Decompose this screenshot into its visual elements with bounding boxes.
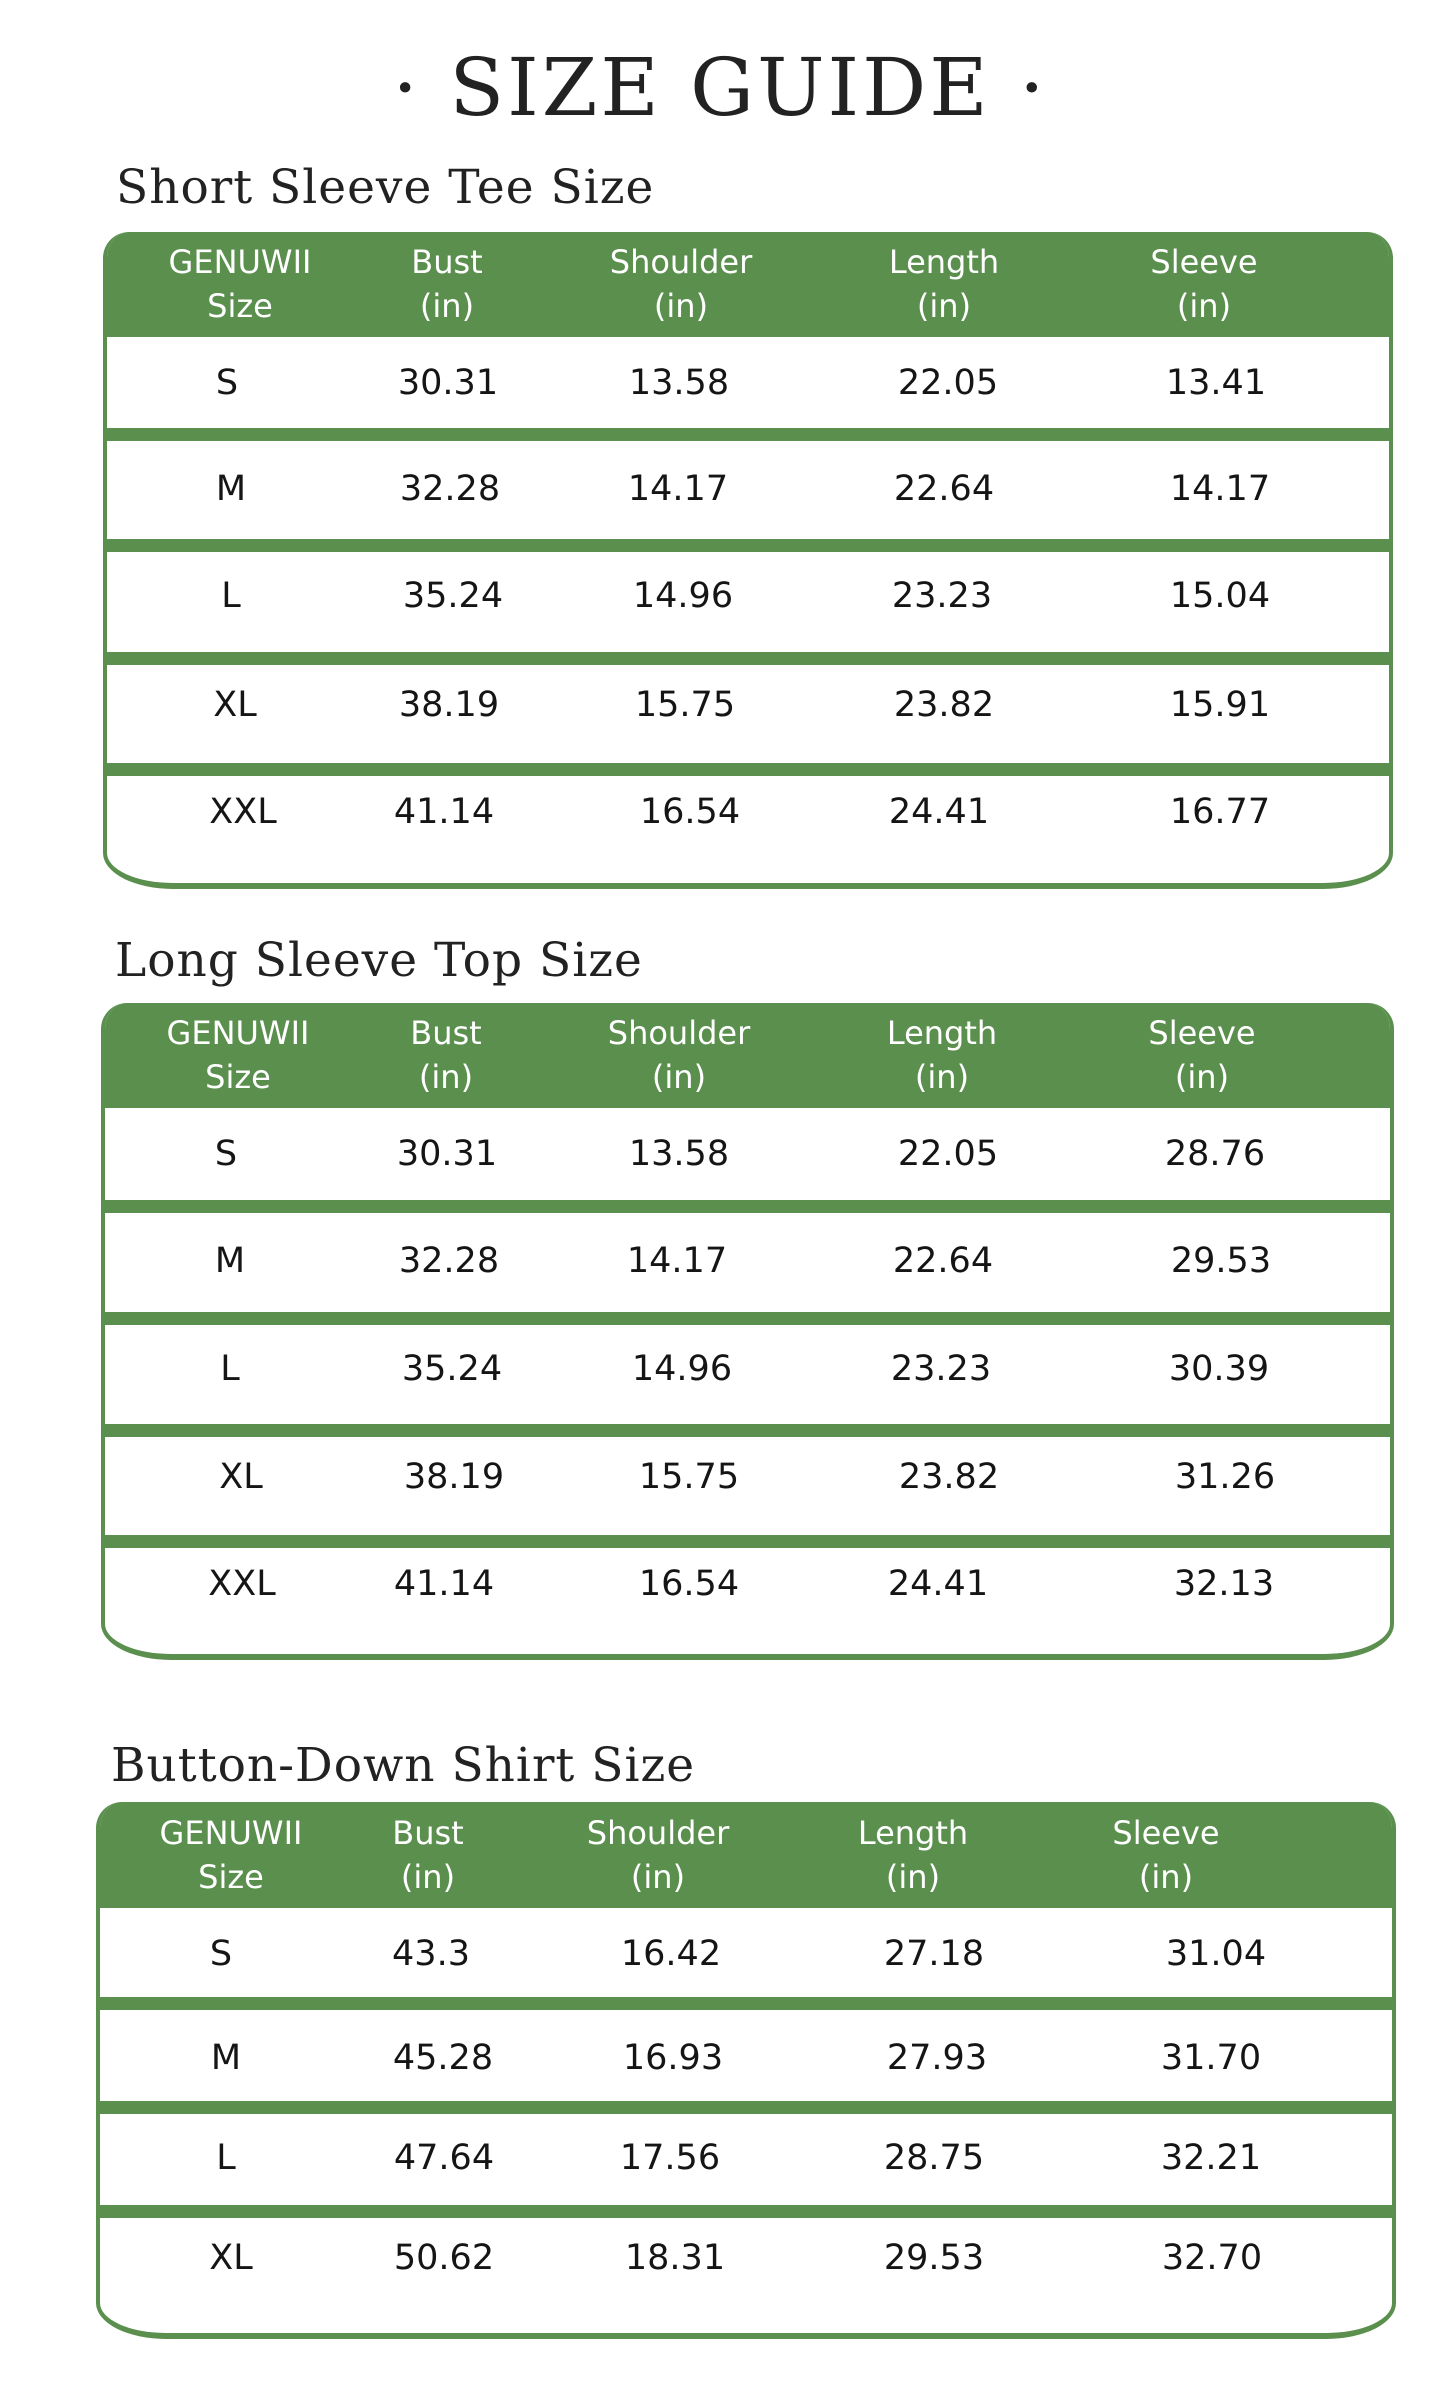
cell-sleeve: 32.70 (1161, 2238, 1263, 2278)
header-sleeve: Sleeve (in) (1150, 243, 1258, 325)
cell-bust: 32.28 (399, 469, 501, 509)
header-sleeve: Sleeve (in) (1112, 1814, 1220, 1896)
cell-bust: 45.28 (392, 2038, 494, 2078)
row-divider (101, 1424, 1394, 1437)
cell-sleeve: 32.21 (1160, 2138, 1262, 2178)
cell-size: XL (209, 2238, 253, 2278)
cell-size: S (215, 363, 239, 403)
cell-shoulder: 16.54 (638, 1564, 740, 1604)
cell-sleeve: 31.04 (1165, 1934, 1267, 1974)
table-row (107, 665, 1389, 763)
cell-shoulder: 13.58 (628, 1134, 730, 1174)
cell-bust: 38.19 (403, 1457, 505, 1497)
cell-shoulder: 14.96 (632, 576, 734, 616)
size-table-short-sleeve-tee (103, 232, 1393, 889)
cell-bust: 32.28 (398, 1241, 500, 1281)
table-row (100, 2010, 1392, 2101)
row-divider (101, 1200, 1394, 1213)
cell-length: 22.64 (893, 469, 995, 509)
row-divider (96, 2101, 1396, 2114)
size-table-button-down-shirt (96, 1802, 1396, 2339)
cell-shoulder: 15.75 (638, 1457, 740, 1497)
table-row (100, 2218, 1392, 2333)
header-sleeve: Sleeve (in) (1148, 1014, 1256, 1096)
cell-shoulder: 17.56 (619, 2138, 721, 2178)
table-row (105, 1108, 1390, 1200)
cell-bust: 35.24 (402, 576, 504, 616)
header-length: Length (in) (888, 243, 1000, 325)
cell-sleeve: 14.17 (1169, 469, 1271, 509)
cell-sleeve: 15.91 (1169, 685, 1271, 725)
cell-size: XL (219, 1457, 263, 1497)
cell-length: 29.53 (883, 2238, 985, 2278)
row-divider (103, 652, 1393, 665)
header-size: GENUWII Size (159, 1814, 303, 1896)
cell-length: 27.18 (883, 1934, 985, 1974)
table-row (107, 337, 1389, 428)
cell-size: XXL (208, 1564, 276, 1604)
table-row (105, 1437, 1390, 1535)
header-shoulder: Shoulder (in) (586, 1814, 730, 1896)
cell-size: L (221, 576, 241, 616)
cell-length: 23.82 (893, 685, 995, 725)
cell-bust: 38.19 (398, 685, 500, 725)
row-divider (96, 1997, 1396, 2010)
cell-sleeve: 16.77 (1169, 792, 1271, 832)
cell-shoulder: 14.17 (626, 1241, 728, 1281)
cell-length: 22.05 (897, 363, 999, 403)
cell-shoulder: 15.75 (634, 685, 736, 725)
cell-size: XXL (209, 792, 277, 832)
cell-shoulder: 16.54 (639, 792, 741, 832)
cell-size: S (209, 1934, 233, 1974)
cell-size: XL (213, 685, 257, 725)
cell-length: 23.23 (890, 1349, 992, 1389)
row-divider (103, 428, 1393, 441)
cell-shoulder: 16.42 (620, 1934, 722, 1974)
cell-shoulder: 16.93 (622, 2038, 724, 2078)
row-divider (101, 1312, 1394, 1325)
table-row (105, 1548, 1390, 1654)
table-row (105, 1325, 1390, 1424)
cell-size: S (214, 1134, 238, 1174)
cell-sleeve: 31.26 (1174, 1457, 1276, 1497)
cell-bust: 30.31 (397, 363, 499, 403)
header-bust: Bust (in) (392, 1814, 464, 1896)
cell-shoulder: 14.96 (631, 1349, 733, 1389)
header-bust: Bust (in) (410, 1014, 482, 1096)
cell-sleeve: 29.53 (1170, 1241, 1272, 1281)
header-length: Length (in) (886, 1014, 998, 1096)
row-divider (103, 539, 1393, 552)
cell-sleeve: 32.13 (1173, 1564, 1275, 1604)
cell-bust: 47.64 (393, 2138, 495, 2178)
cell-length: 22.64 (892, 1241, 994, 1281)
section-title-button-down-shirt: Button-Down Shirt Size (111, 1738, 696, 1793)
cell-length: 28.75 (883, 2138, 985, 2178)
cell-sleeve: 30.39 (1168, 1349, 1270, 1389)
row-divider (103, 763, 1393, 776)
cell-length: 22.05 (897, 1134, 999, 1174)
cell-length: 24.41 (888, 792, 990, 832)
cell-length: 27.93 (886, 2038, 988, 2078)
row-divider (101, 1535, 1394, 1548)
cell-length: 24.41 (887, 1564, 989, 1604)
header-shoulder: Shoulder (in) (609, 243, 753, 325)
table-row (105, 1213, 1390, 1312)
section-title-short-sleeve-tee: Short Sleeve Tee Size (116, 160, 655, 215)
table-row (100, 1908, 1392, 1997)
size-table-long-sleeve-top (101, 1003, 1394, 1660)
section-title-long-sleeve-top: Long Sleeve Top Size (115, 933, 643, 988)
cell-size: M (210, 2038, 242, 2078)
table-row (107, 552, 1389, 652)
page-title: · SIZE GUIDE · (392, 41, 1048, 134)
header-size: GENUWII Size (166, 1014, 310, 1096)
table-header (103, 232, 1393, 337)
cell-size: L (216, 2138, 236, 2178)
table-row (100, 2114, 1392, 2205)
table-row (107, 441, 1389, 539)
cell-bust: 41.14 (393, 1564, 495, 1604)
cell-bust: 30.31 (396, 1134, 498, 1174)
cell-sleeve: 13.41 (1165, 363, 1267, 403)
cell-size: M (215, 469, 247, 509)
cell-length: 23.82 (898, 1457, 1000, 1497)
row-divider (96, 2205, 1396, 2218)
header-length: Length (in) (857, 1814, 969, 1896)
cell-shoulder: 13.58 (628, 363, 730, 403)
cell-size: L (220, 1349, 240, 1389)
cell-bust: 41.14 (393, 792, 495, 832)
table-header (96, 1802, 1396, 1908)
cell-shoulder: 18.31 (624, 2238, 726, 2278)
table-row (107, 776, 1389, 883)
table-header (101, 1003, 1394, 1108)
cell-length: 23.23 (891, 576, 993, 616)
cell-bust: 50.62 (393, 2238, 495, 2278)
cell-bust: 43.3 (392, 1934, 470, 1974)
cell-sleeve: 15.04 (1169, 576, 1271, 616)
cell-bust: 35.24 (401, 1349, 503, 1389)
cell-shoulder: 14.17 (627, 469, 729, 509)
cell-sleeve: 28.76 (1164, 1134, 1266, 1174)
cell-sleeve: 31.70 (1160, 2038, 1262, 2078)
header-shoulder: Shoulder (in) (607, 1014, 751, 1096)
cell-size: M (214, 1241, 246, 1281)
header-bust: Bust (in) (411, 243, 483, 325)
header-size: GENUWII Size (168, 243, 312, 325)
